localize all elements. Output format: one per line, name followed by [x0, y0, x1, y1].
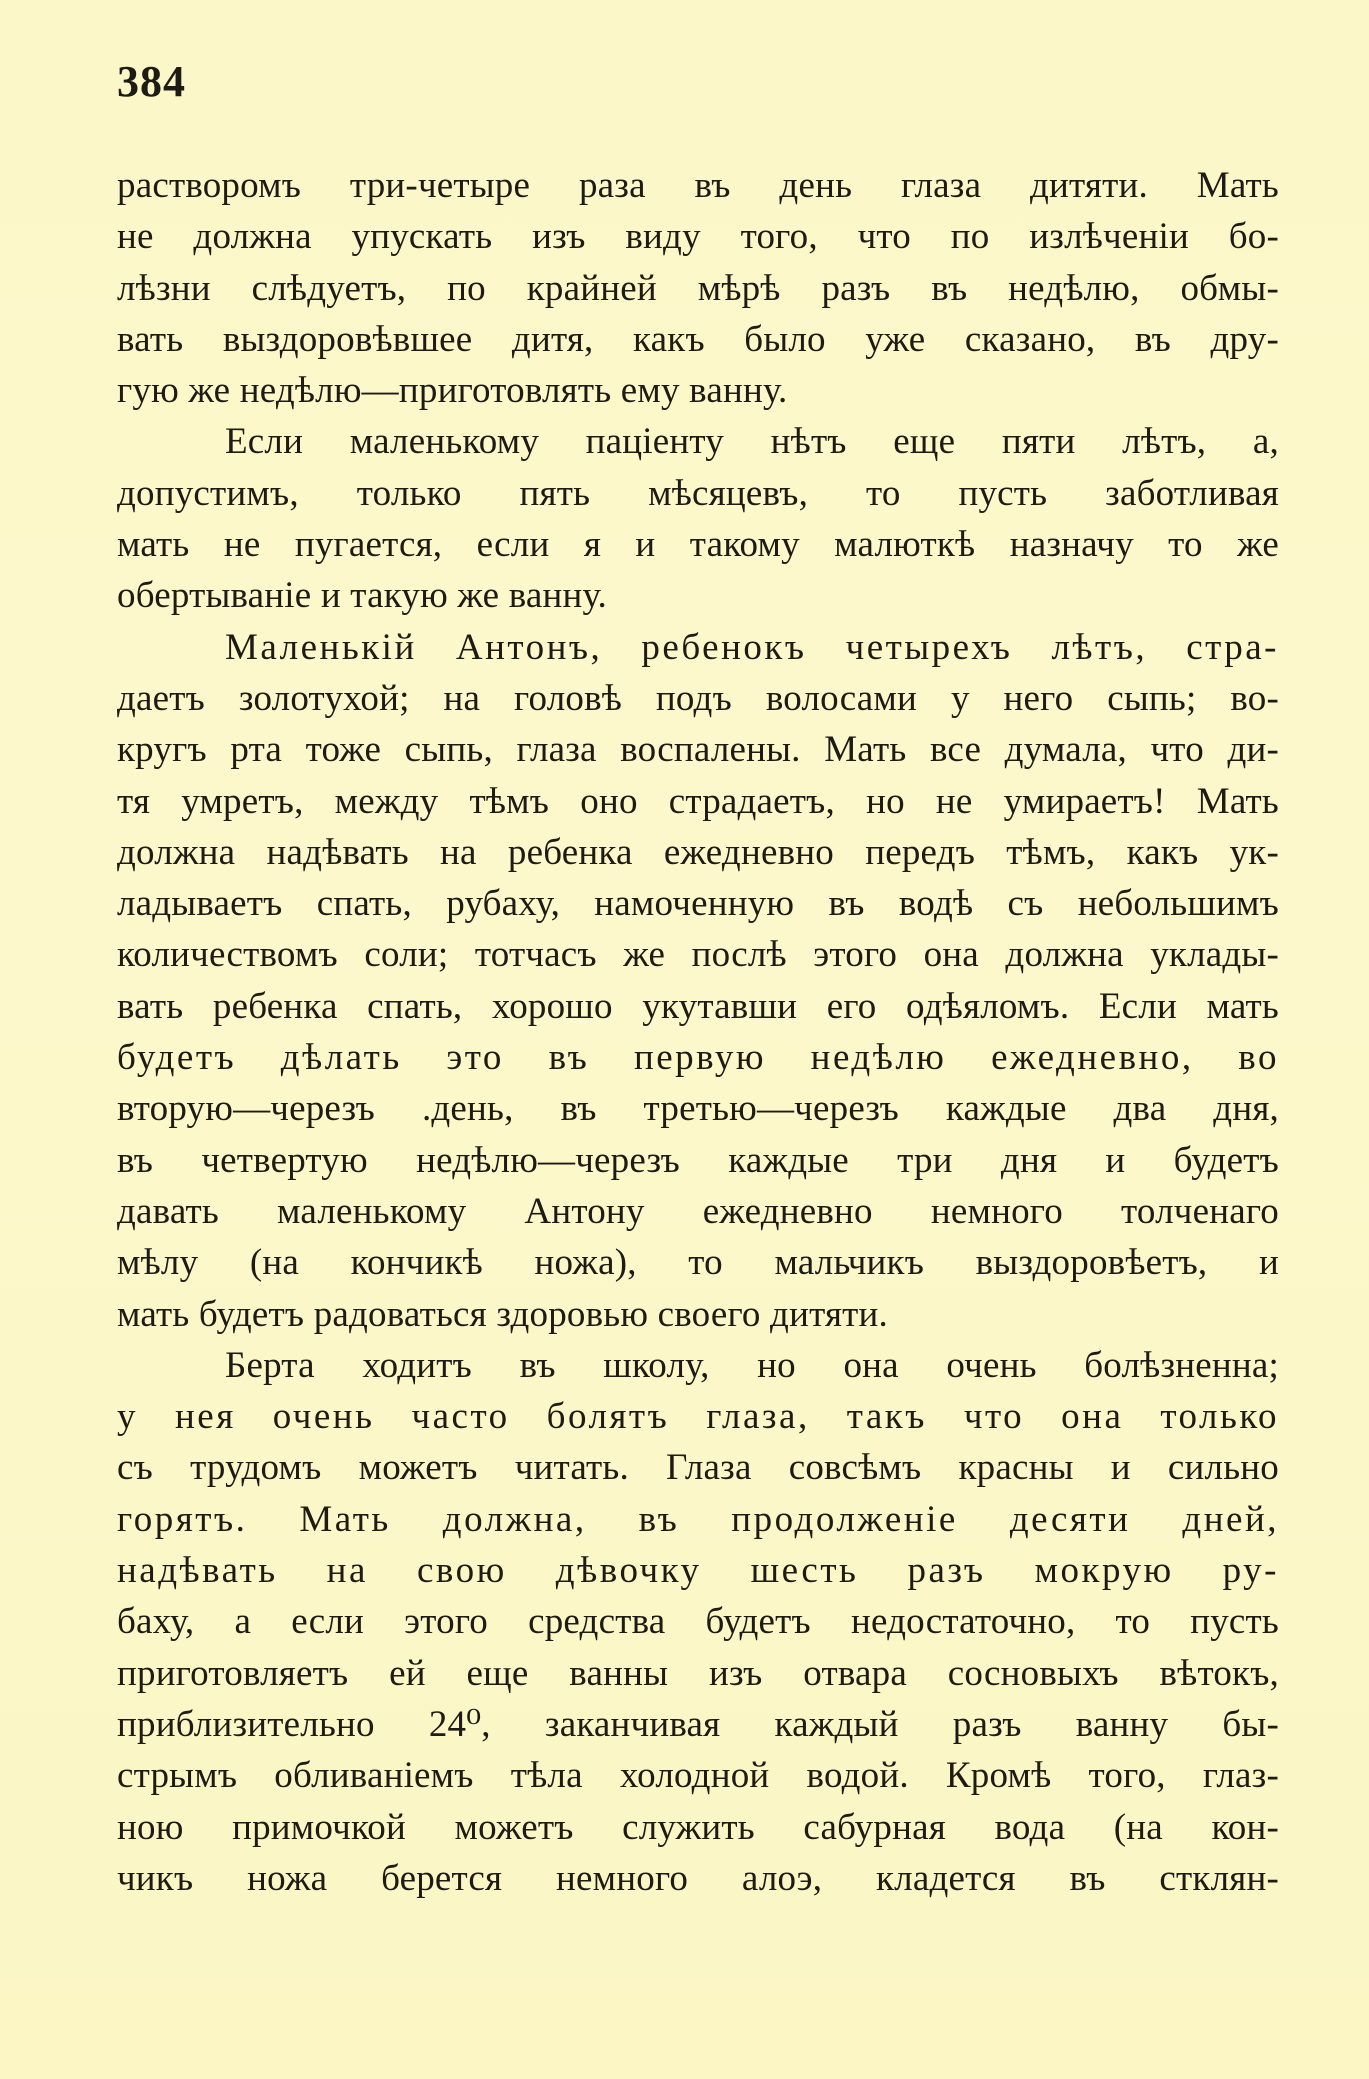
text-line: съ трудомъ можетъ читать. Глаза совсѣмъ красны и сильно — [117, 1447, 1279, 1489]
text-line: обертываніе и такую же ванну. — [117, 575, 607, 617]
text-line: количествомъ соли; тотчасъ же послѣ этого она должна уклады- — [117, 934, 1279, 976]
text-line: ною примочкой можетъ служить сабурная вода (на кон- — [117, 1806, 1279, 1848]
text-line: мѣлу (на кончикѣ ножа), то мальчикъ выздоровѣетъ, и — [117, 1242, 1279, 1284]
text-line: не должна упускать изъ виду того, что по излѣченіи бо- — [117, 216, 1279, 258]
text-line: горятъ. Мать должна, въ продолженіе десяти дней, — [117, 1498, 1279, 1540]
text-line: растворомъ три-четыре раза въ день глаза дитяти. Мать — [117, 165, 1279, 206]
paragraph-start-line: Берта ходитъ въ школу, но она очень болѣзненна; — [225, 1344, 1279, 1386]
text-line: давать маленькому Антону ежедневно немного толченаго — [117, 1190, 1279, 1232]
text-line: будетъ дѣлать это въ первую недѣлю ежедневно, во — [117, 1037, 1279, 1079]
text-line: ладываетъ спать, рубаху, намоченную въ водѣ съ небольшимъ — [117, 883, 1279, 925]
text-line: приблизительно 24⁰, заканчивая каждый разъ ванну бы- — [117, 1703, 1279, 1745]
text-line: въ четвертую недѣлю—черезъ каждые три дня и будетъ — [117, 1139, 1279, 1181]
text-line: баху, а если этого средства будетъ недостаточно, то пусть — [117, 1601, 1279, 1643]
text-line: вторую—черезъ .день, въ третью—черезъ каждые два дня, — [117, 1088, 1279, 1130]
paragraph-start-line: Если маленькому паціенту нѣтъ еще пяти лѣтъ, а, — [225, 421, 1279, 463]
text-line: тя умретъ, между тѣмъ оно страдаетъ, но не умираетъ! Мать — [117, 780, 1279, 822]
text-line: надѣвать на свою дѣвочку шесть разъ мокрую ру- — [117, 1550, 1279, 1592]
text-line: вать ребенка спать, хорошо укутавши его одѣяломъ. Если мать — [117, 985, 1279, 1027]
text-line: мать не пугается, если я и такому малюткѣ назначу то же — [117, 524, 1279, 566]
text-line: гую же недѣлю—приготовлять ему ванну. — [117, 370, 788, 412]
page-number: 384 — [117, 57, 186, 106]
body-text — [117, 160, 1279, 1904]
text-line: чикъ ножа берется немного алоэ, кладется въ стклян- — [117, 1857, 1279, 1899]
text-line: лѣзни слѣдуетъ, по крайней мѣрѣ разъ въ недѣлю, обмы- — [117, 267, 1279, 309]
paragraph-start-line: Маленькій Антонъ, ребенокъ четырехъ лѣтъ, стра- — [225, 626, 1279, 668]
text-line: приготовляетъ ей еще ванны изъ отвара сосновыхъ вѣтокъ, — [117, 1652, 1279, 1694]
text-line: у нея очень часто болятъ глаза, такъ что она только — [117, 1396, 1279, 1438]
text-line: должна надѣвать на ребенка ежедневно передъ тѣмъ, какъ ук- — [117, 831, 1279, 873]
text-line: мать будетъ радоваться здоровью своего дитяти. — [117, 1293, 889, 1335]
text-line: вать выздоровѣвшее дитя, какъ было уже сказано, въ дру- — [117, 318, 1279, 360]
text-line: даетъ золотухой; на головѣ подъ волосами у него сыпь; во- — [117, 677, 1279, 719]
text-line: допустимъ, только пять мѣсяцевъ, то пусть заботливая — [117, 472, 1279, 514]
text-line: стрымъ обливаніемъ тѣла холодной водой. Кромѣ того, глаз- — [117, 1755, 1279, 1797]
text-line: кругъ рта тоже сыпь, глаза воспалены. Мать все думала, что ди- — [117, 729, 1279, 771]
